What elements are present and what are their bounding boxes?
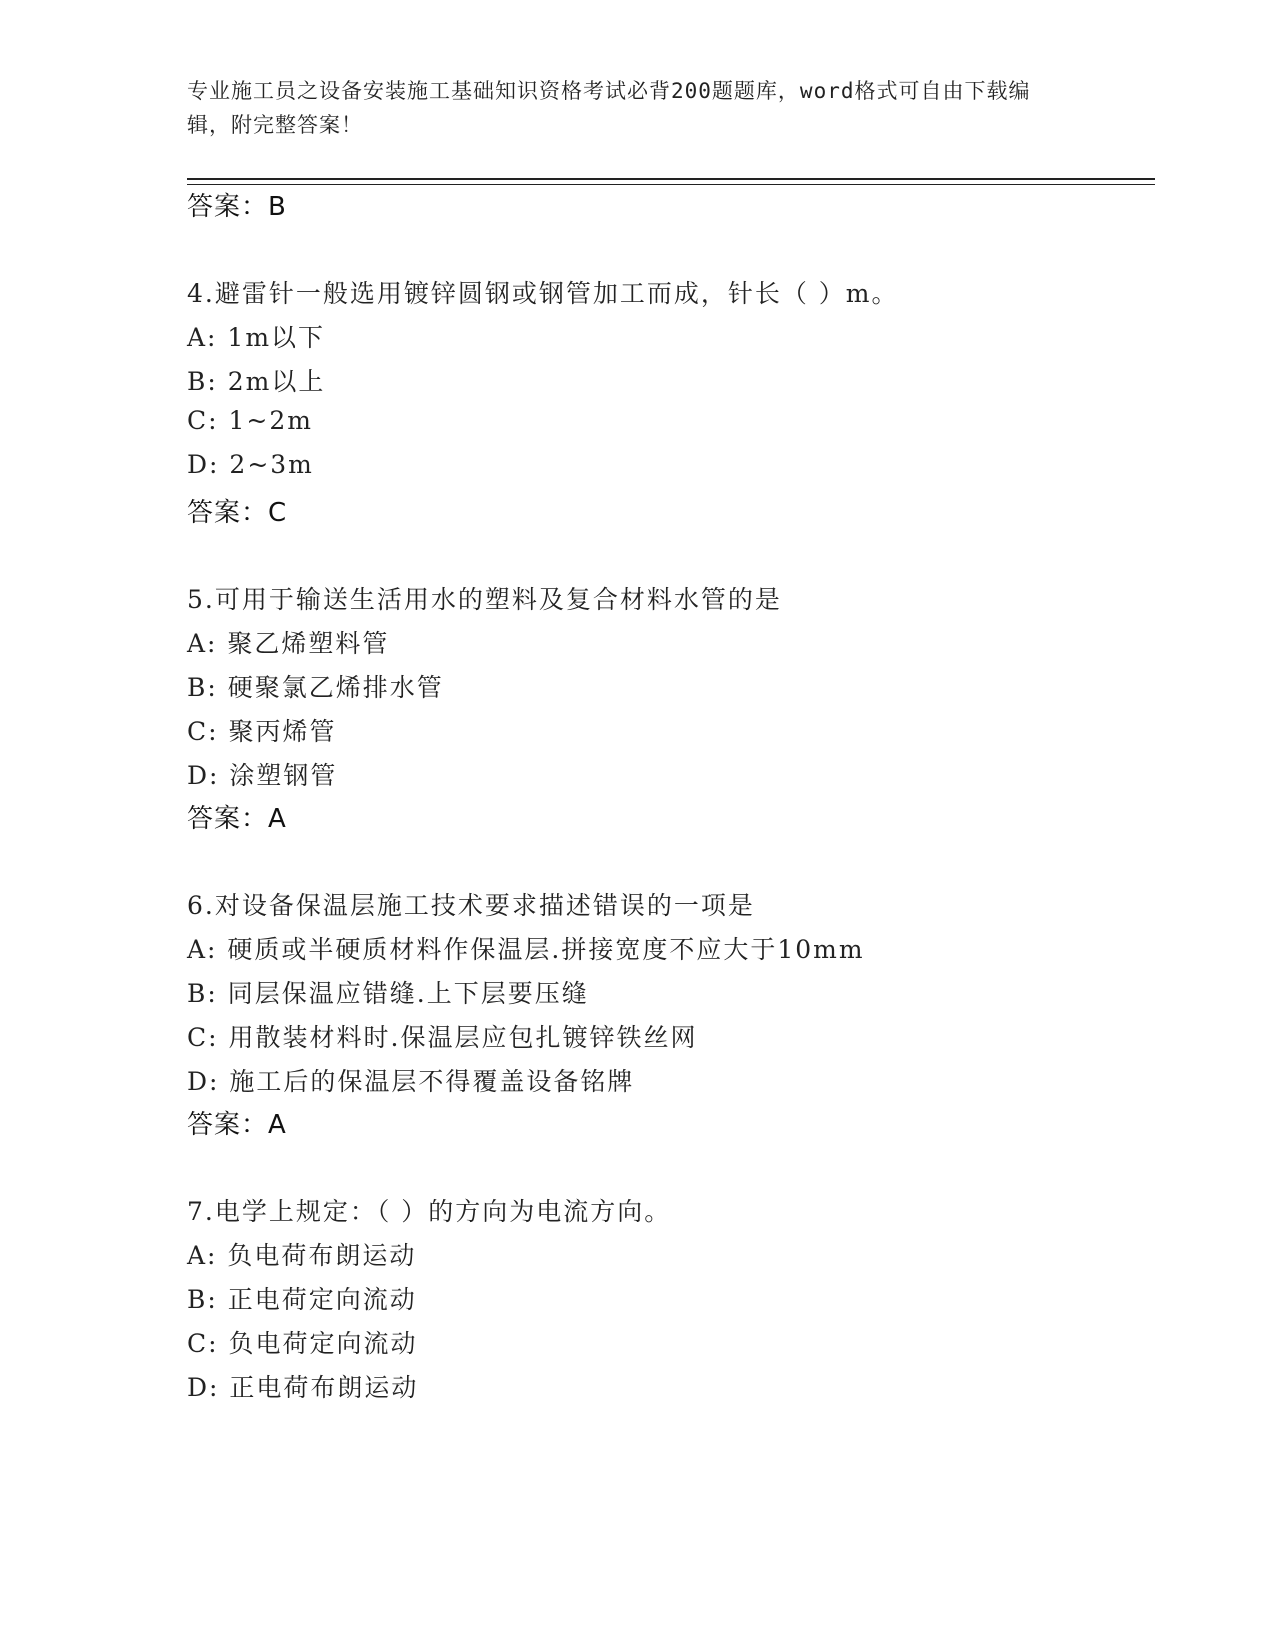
question-6-option-c: C: 用散装材料时.保温层应包扎镀锌铁丝网	[187, 1023, 698, 1052]
question-5-option-c: C: 聚丙烯管	[187, 717, 337, 746]
question-6-stem: 6.对设备保温层施工技术要求描述错误的一项是	[187, 891, 755, 920]
question-5-option-b: B: 硬聚氯乙烯排水管	[187, 673, 444, 702]
question-4-option-c: C: 1~2m	[187, 406, 313, 435]
question-7-option-b: B: 正电荷定向流动	[187, 1285, 417, 1314]
header-divider-thin	[187, 184, 1155, 185]
document-header: 专业施工员之设备安装施工基础知识资格考试必背200题题库，word格式可自由下载编辑，附完整答案！	[187, 79, 1031, 137]
header-divider	[187, 178, 1155, 180]
answer-q6: 答案：A	[187, 1110, 287, 1140]
answer-q3: 答案：B	[187, 192, 287, 222]
question-5-option-d: D: 涂塑钢管	[187, 761, 338, 790]
question-7-option-c: C: 负电荷定向流动	[187, 1329, 418, 1358]
question-6-option-b: B: 同层保温应错缝.上下层要压缝	[187, 979, 589, 1008]
answer-q5: 答案：A	[187, 804, 287, 834]
question-4-option-a: A: 1m以下	[187, 323, 326, 352]
question-4-stem: 4.避雷针一般选用镀锌圆钢或钢管加工而成，针长（ ）m。	[187, 279, 899, 308]
question-4-option-b: B: 2m以上	[187, 367, 326, 396]
question-7-stem: 7.电学上规定：（ ）的方向为电流方向。	[187, 1197, 672, 1226]
question-4-option-d: D: 2~3m	[187, 450, 314, 479]
question-6-option-a: A: 硬质或半硬质材料作保温层.拼接宽度不应大于10mm	[187, 935, 865, 964]
question-5-option-a: A: 聚乙烯塑料管	[187, 629, 390, 658]
question-5-stem: 5.可用于输送生活用水的塑料及复合材料水管的是	[187, 585, 782, 614]
question-6-option-d: D: 施工后的保温层不得覆盖设备铭牌	[187, 1067, 635, 1096]
question-7-option-a: A: 负电荷布朗运动	[187, 1241, 417, 1270]
question-7-option-d: D: 正电荷布朗运动	[187, 1373, 419, 1402]
answer-q4: 答案：C	[187, 498, 288, 528]
